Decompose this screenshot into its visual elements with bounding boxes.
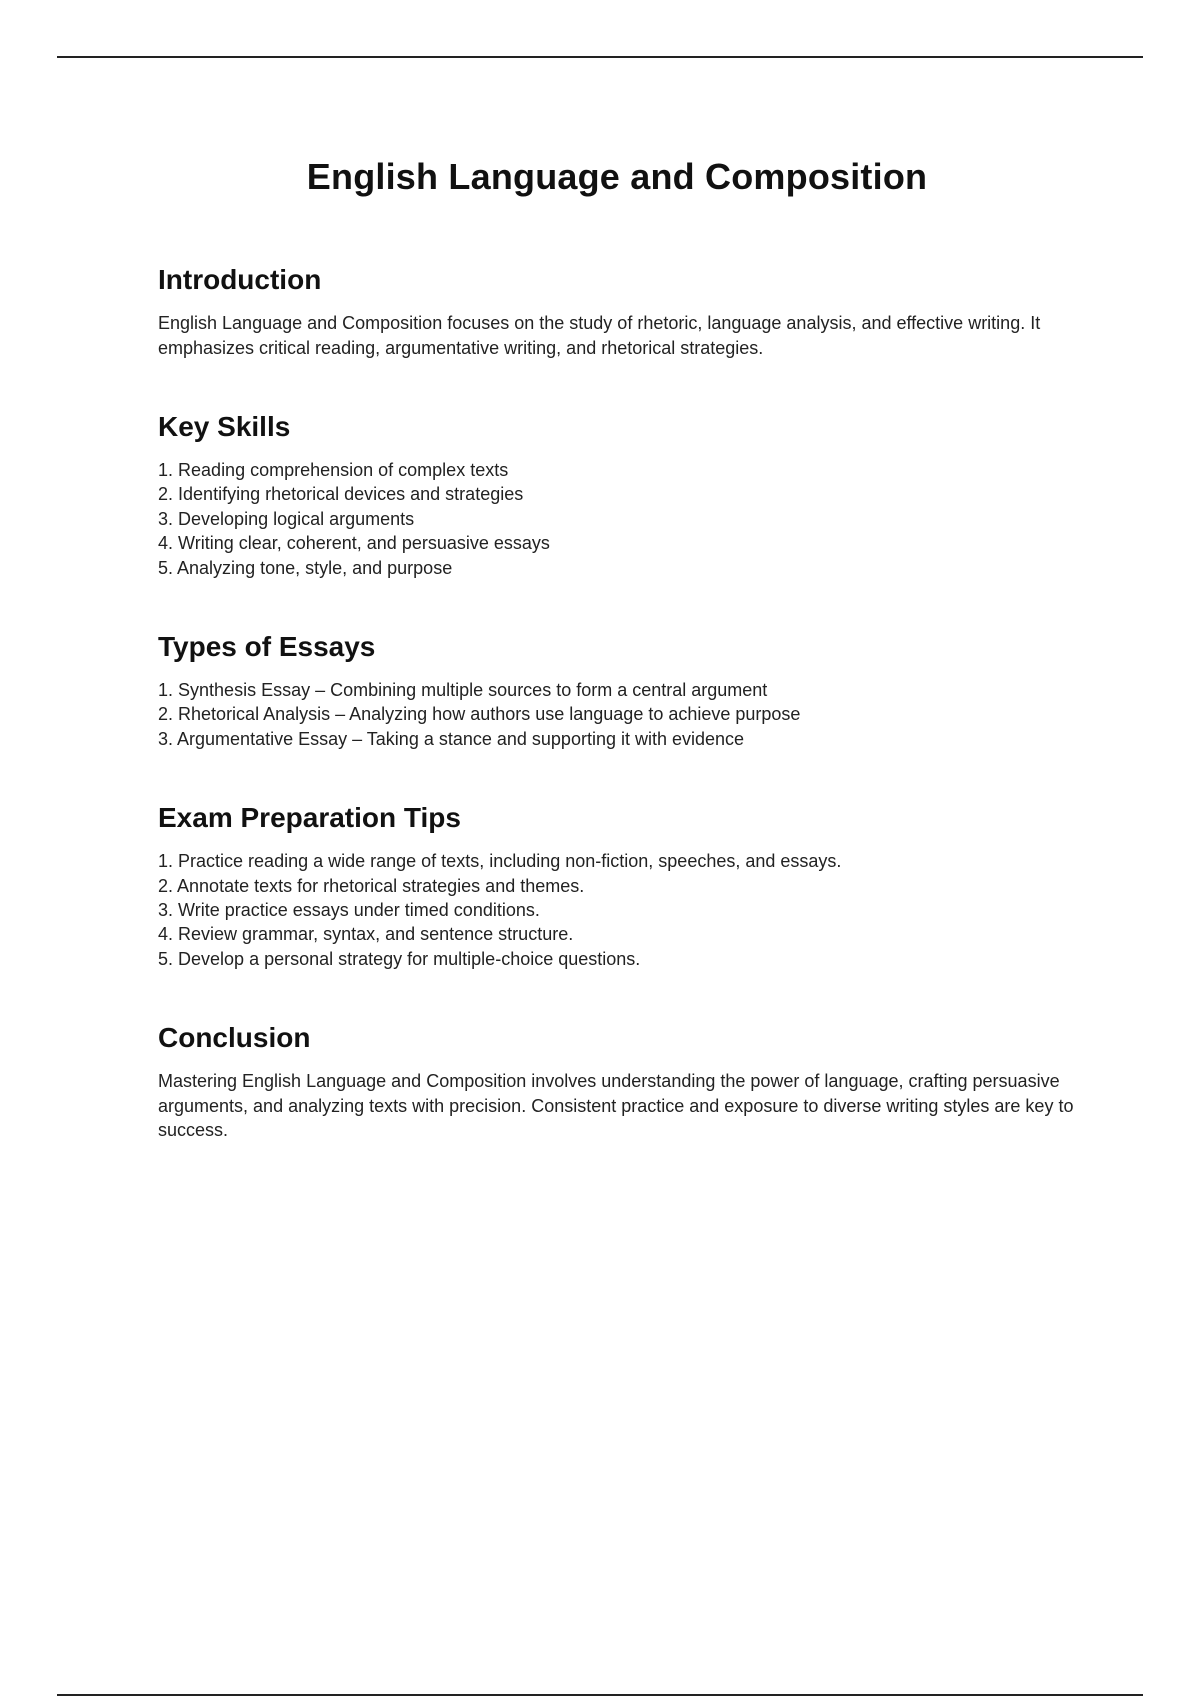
list-text: Review grammar, syntax, and sentence structure.: [178, 924, 574, 945]
list-item: [158, 947, 1088, 971]
list-text: Argumentative Essay – Taking a stance and supporting it with evidence: [177, 728, 745, 749]
key-skills-list: [158, 458, 1088, 580]
list-item: [158, 556, 1088, 580]
section-heading: Exam Preparation Tips: [158, 802, 461, 834]
list-text: Develop a personal strategy for multiple-choice questions.: [178, 948, 641, 969]
section-exam-preparation-tips: [158, 801, 1088, 971]
list-text: Writing clear, coherent, and persuasive essays: [178, 533, 550, 554]
list-item: [158, 922, 1088, 946]
list-number: 1.: [158, 851, 174, 872]
list-item: [158, 898, 1088, 922]
list-item: [158, 678, 1088, 702]
list-item: [158, 874, 1088, 898]
page-title: English Language and Composition: [306, 156, 928, 197]
top-divider: [57, 56, 1143, 58]
list-text: Reading comprehension of complex texts: [178, 460, 509, 480]
list-number: 3.: [158, 900, 174, 921]
section-paragraph: English Language and Composition focuses on the study of rhetoric, language analysis, and effective writing. It emphasizes critical reading, argumentative writing, and rhetorical strategies.: [158, 313, 1041, 358]
section-types-of-essays: [158, 630, 1088, 751]
list-item: [158, 458, 1088, 482]
list-text: Write practice essays under timed conditions.: [178, 900, 540, 921]
list-item: [158, 482, 1088, 506]
list-text: Rhetorical Analysis – Analyzing how authors use language to achieve purpose: [178, 704, 801, 725]
section-heading: Introduction: [158, 264, 322, 295]
exam-tips-list: [158, 849, 1088, 971]
list-item: [158, 727, 1088, 751]
list-text: Annotate texts for rhetorical strategies and themes.: [177, 875, 585, 896]
section-key-skills: [158, 410, 1088, 580]
list-number: 2.: [158, 704, 174, 725]
document-body: [158, 263, 1088, 1193]
section-heading: Conclusion: [158, 1022, 311, 1054]
list-number: 3.: [158, 728, 174, 749]
section-heading: Key Skills: [158, 411, 291, 442]
list-number: 1.: [158, 680, 174, 701]
list-number: 4.: [158, 924, 174, 945]
list-number: 4.: [158, 533, 174, 554]
list-text: Practice reading a wide range of texts, including non-fiction, speeches, and essays.: [178, 851, 842, 872]
list-item: [158, 849, 1088, 873]
list-item: [158, 702, 1088, 726]
bottom-divider: [57, 1694, 1143, 1696]
list-text: Synthesis Essay – Combining multiple sources to form a central argument: [178, 680, 768, 701]
list-text: Developing logical arguments: [178, 508, 415, 529]
list-item: [158, 531, 1088, 555]
list-number: 5.: [158, 948, 174, 969]
list-number: 2.: [158, 484, 174, 505]
list-item: [158, 507, 1088, 531]
section-heading: Types of Essays: [158, 631, 376, 663]
section-paragraph: Mastering English Language and Composition involves understanding the power of language, crafting persuasive arguments, and analyzing texts with precision. Consistent practice and exposure to diverse writing styles are key to success.: [158, 1071, 1074, 1141]
list-text: Identifying rhetorical devices and strategies: [178, 484, 524, 505]
list-number: 2.: [158, 875, 174, 896]
essay-types-list: [158, 678, 1088, 751]
section-conclusion: [158, 1021, 1088, 1143]
list-number: 5.: [158, 557, 174, 578]
list-number: 1.: [158, 460, 174, 480]
list-text: Analyzing tone, style, and purpose: [177, 557, 453, 578]
list-number: 3.: [158, 508, 174, 529]
section-introduction: [158, 263, 1088, 360]
